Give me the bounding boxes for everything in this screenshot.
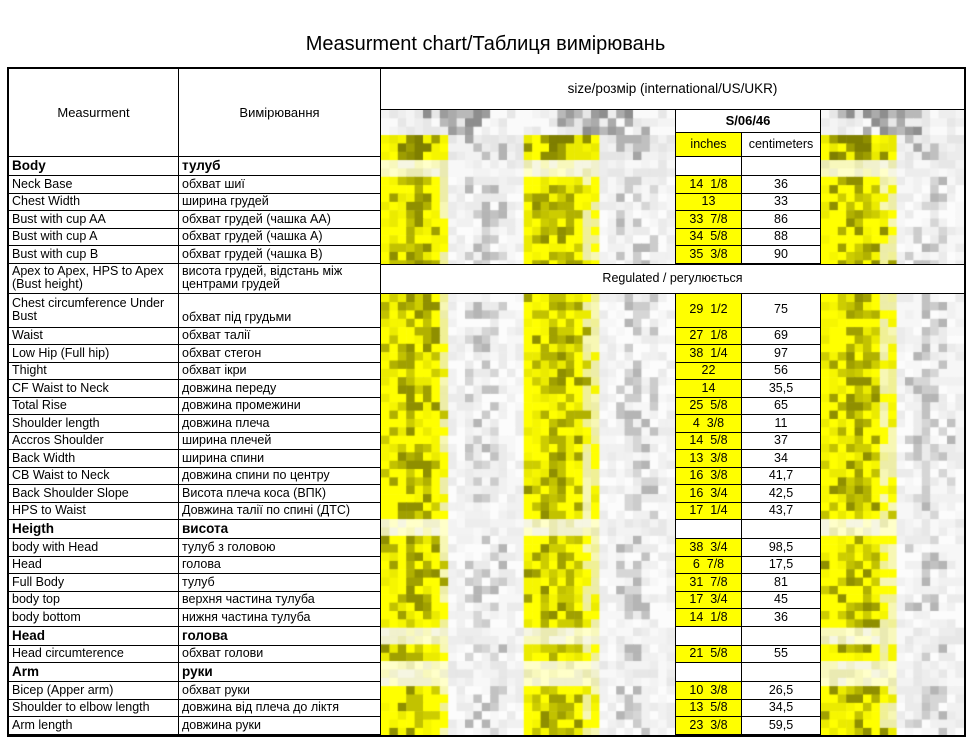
row-label-en: Bust with cup B — [9, 246, 179, 264]
empty-cm-cell — [742, 627, 821, 646]
row-label-en: Back Shoulder Slope — [9, 485, 179, 503]
value-inches: 14 1/8 — [675, 176, 742, 194]
value-cm: 26,5 — [742, 682, 821, 700]
row-label-ua: Висота плеча коса (ВПК) — [179, 485, 381, 503]
row-label-en: Total Rise — [9, 398, 179, 416]
row-label-ua: обхват стегон — [179, 345, 381, 363]
row-label-ua: довжина промежини — [179, 398, 381, 416]
row-label-en: body with Head — [9, 539, 179, 557]
value-inches: 14 — [675, 380, 742, 398]
row-label-en: Waist — [9, 328, 179, 346]
value-cm: 17,5 — [742, 557, 821, 575]
value-inches: 22 — [675, 363, 742, 381]
value-cm: 35,5 — [742, 380, 821, 398]
row-label-ua: довжина спини по центру — [179, 468, 381, 486]
value-inches: 13 — [675, 194, 742, 212]
value-inches: 13 5/8 — [675, 700, 742, 718]
empty-cm-cell — [742, 157, 821, 176]
value-cm: 86 — [742, 211, 821, 229]
row-label-ua: висота — [179, 520, 381, 539]
row-label-en: CF Waist to Neck — [9, 380, 179, 398]
row-label-ua: довжина переду — [179, 380, 381, 398]
row-label-ua: ширина плечей — [179, 433, 381, 451]
value-inches: 17 3/4 — [675, 592, 742, 610]
empty-inches-cell — [675, 520, 742, 539]
row-label-ua: довжина руки — [179, 717, 381, 735]
value-inches: 17 1/4 — [675, 503, 742, 521]
regulated-merged-cell: Regulated / регулюється — [381, 264, 964, 294]
measurement-table — [7, 67, 966, 737]
value-inches: 33 7/8 — [675, 211, 742, 229]
row-label-ua: тулуб з головою — [179, 539, 381, 557]
row-label-ua: обхват талії — [179, 328, 381, 346]
row-label-en: CB Waist to Neck — [9, 468, 179, 486]
row-label-en: Bust with cup A — [9, 229, 179, 247]
value-inches: 23 3/8 — [675, 717, 742, 735]
row-label-en: Thight — [9, 363, 179, 381]
value-cm: 42,5 — [742, 485, 821, 503]
value-inches: 25 5/8 — [675, 398, 742, 416]
row-label-en: body top — [9, 592, 179, 610]
row-label-ua: тулуб — [179, 157, 381, 176]
row-label-ua: довжина плеча — [179, 415, 381, 433]
value-inches: 34 5/8 — [675, 229, 742, 247]
value-inches: 14 1/8 — [675, 609, 742, 627]
value-cm: 65 — [742, 398, 821, 416]
unit-header-inches: inches — [675, 133, 742, 157]
value-inches: 13 3/8 — [675, 450, 742, 468]
value-inches: 10 3/8 — [675, 682, 742, 700]
row-label-en: Neck Base — [9, 176, 179, 194]
row-label-en: Bicep (Apper arm) — [9, 682, 179, 700]
value-cm: 45 — [742, 592, 821, 610]
row-label-en: Shoulder to elbow length — [9, 700, 179, 718]
row-label-en: Arm — [9, 663, 179, 682]
size-label-s0646: S/06/46 — [675, 110, 821, 133]
unit-header-centimeters: centimeters — [742, 133, 821, 157]
value-cm: 11 — [742, 415, 821, 433]
row-label-ua: висота грудей, відстань між центрами грудей — [179, 264, 381, 294]
value-inches: 38 3/4 — [675, 539, 742, 557]
value-cm: 81 — [742, 574, 821, 592]
row-label-en: Shoulder length — [9, 415, 179, 433]
row-label-en: Full Body — [9, 574, 179, 592]
value-cm: 36 — [742, 176, 821, 194]
row-label-en: Heigth — [9, 520, 179, 539]
value-cm: 56 — [742, 363, 821, 381]
row-label-en: Bust with cup AA — [9, 211, 179, 229]
value-cm: 55 — [742, 646, 821, 664]
value-inches: 38 1/4 — [675, 345, 742, 363]
row-label-ua: довжина від плеча до ліктя — [179, 700, 381, 718]
empty-inches-cell — [675, 627, 742, 646]
row-label-en: HPS to Waist — [9, 503, 179, 521]
row-label-ua: обхват грудей (чашка АА) — [179, 211, 381, 229]
row-label-ua: Довжина талії по спині (ДТС) — [179, 503, 381, 521]
value-cm: 90 — [742, 246, 821, 264]
value-cm: 34,5 — [742, 700, 821, 718]
value-inches: 16 3/8 — [675, 468, 742, 486]
row-label-ua: ширина спини — [179, 450, 381, 468]
row-label-en: Body — [9, 157, 179, 176]
row-label-en: Chest circumference Under Bust — [9, 294, 179, 328]
value-cm: 59,5 — [742, 717, 821, 735]
value-inches: 35 3/8 — [675, 246, 742, 264]
value-cm: 43,7 — [742, 503, 821, 521]
value-cm: 69 — [742, 328, 821, 346]
row-label-ua: голова — [179, 627, 381, 646]
value-inches: 4 3/8 — [675, 415, 742, 433]
value-cm: 75 — [742, 294, 821, 328]
row-label-ua: обхват під грудьми — [179, 294, 381, 328]
row-label-en: Chest Width — [9, 194, 179, 212]
empty-inches-cell — [675, 157, 742, 176]
redacted-size-columns-right — [821, 110, 964, 735]
col-header-measurement-ua: Вимірювання — [179, 69, 381, 157]
row-label-en: Arm length — [9, 717, 179, 735]
row-label-ua: обхват голови — [179, 646, 381, 664]
row-label-ua: обхват грудей (чашка А) — [179, 229, 381, 247]
value-cm: 41,7 — [742, 468, 821, 486]
value-cm: 88 — [742, 229, 821, 247]
value-inches: 31 7/8 — [675, 574, 742, 592]
row-label-ua: обхват грудей (чашка В) — [179, 246, 381, 264]
col-header-size-group: size/розмір (international/US/UKR) — [381, 69, 964, 110]
value-inches: 16 3/4 — [675, 485, 742, 503]
page-title: Measurment chart/Таблиця вимірювань — [305, 33, 666, 55]
row-label-ua: верхня частина тулуба — [179, 592, 381, 610]
value-inches: 27 1/8 — [675, 328, 742, 346]
value-inches: 14 5/8 — [675, 433, 742, 451]
row-label-ua: обхват ікри — [179, 363, 381, 381]
value-cm: 33 — [742, 194, 821, 212]
col-header-measurement-en: Measurment — [9, 69, 179, 157]
row-label-ua: нижня частина тулуба — [179, 609, 381, 627]
row-label-ua: обхват шиї — [179, 176, 381, 194]
row-label-en: Head circumterence — [9, 646, 179, 664]
value-cm: 36 — [742, 609, 821, 627]
empty-inches-cell — [675, 663, 742, 682]
row-label-ua: ширина грудей — [179, 194, 381, 212]
row-label-en: Head — [9, 627, 179, 646]
value-inches: 29 1/2 — [675, 294, 742, 328]
value-inches: 6 7/8 — [675, 557, 742, 575]
row-label-en: Accros Shoulder — [9, 433, 179, 451]
row-label-ua: обхват руки — [179, 682, 381, 700]
row-label-ua: тулуб — [179, 574, 381, 592]
row-label-en: Low Hip (Full hip) — [9, 345, 179, 363]
row-label-en: body bottom — [9, 609, 179, 627]
value-cm: 34 — [742, 450, 821, 468]
empty-cm-cell — [742, 520, 821, 539]
row-label-ua: руки — [179, 663, 381, 682]
value-cm: 98,5 — [742, 539, 821, 557]
row-label-en: Apex to Apex, HPS to Apex (Bust height) — [9, 264, 179, 294]
row-label-en: Back Width — [9, 450, 179, 468]
value-inches: 21 5/8 — [675, 646, 742, 664]
value-cm: 37 — [742, 433, 821, 451]
row-label-ua: голова — [179, 557, 381, 575]
empty-cm-cell — [742, 663, 821, 682]
row-label-en: Head — [9, 557, 179, 575]
value-cm: 97 — [742, 345, 821, 363]
redacted-size-columns-left — [381, 110, 675, 735]
